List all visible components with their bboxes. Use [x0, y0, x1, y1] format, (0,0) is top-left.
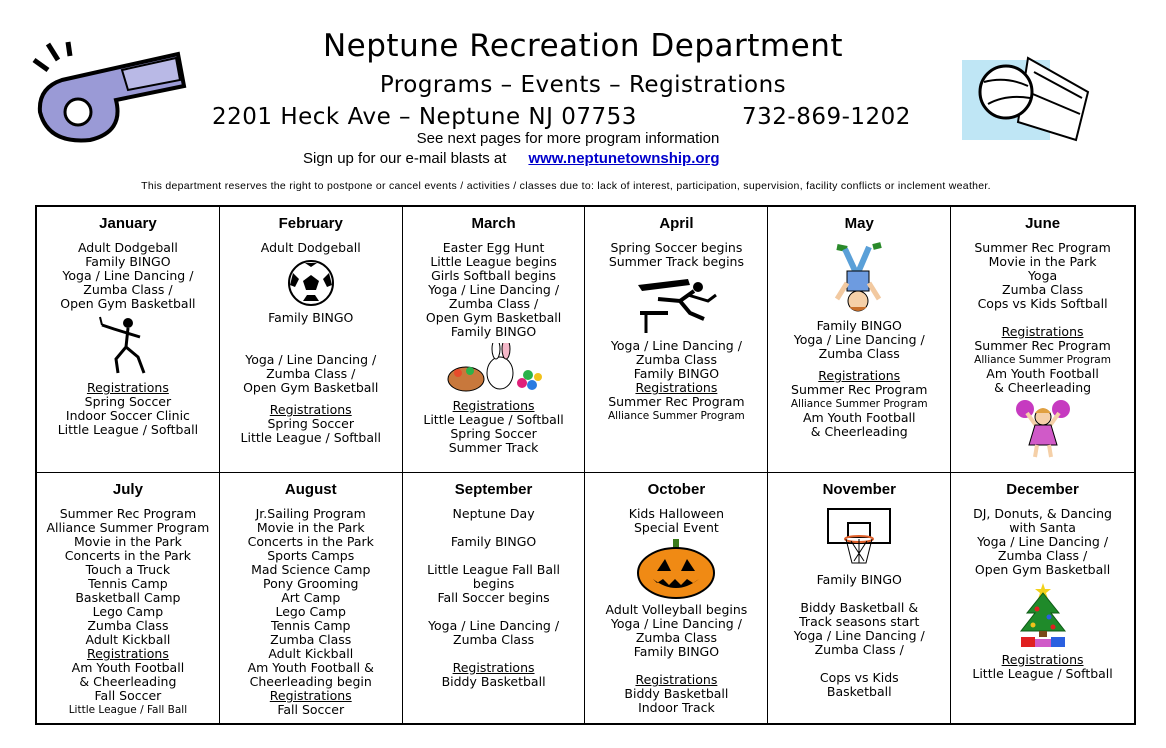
month-title: March: [471, 215, 516, 232]
baseball-player-icon: [98, 315, 158, 377]
month-september: [403, 473, 586, 723]
event-item: Lego Camp: [275, 604, 346, 619]
event-item: Open Gym Basketball: [974, 562, 1111, 577]
event-item: Basketball: [826, 684, 892, 699]
month-title: June: [1025, 215, 1061, 232]
registration-item: Alliance Summer Program: [790, 398, 928, 410]
registration-item: Spring Soccer: [267, 416, 354, 431]
registration-item: Little League / Softball: [240, 430, 381, 445]
registrations-heading: Registrations: [635, 672, 718, 687]
disclaimer: This department reserves the right to postpone or cancel events / activities / classes due to: lack of interest, participation, supervision, facility conflicts or inclement weather.: [141, 180, 991, 192]
event-item: Little League Fall Ball: [427, 562, 560, 577]
event-item: Tennis Camp: [270, 618, 351, 633]
event-item: Yoga / Line Dancing /: [428, 618, 560, 633]
event-item: Basketball Camp: [75, 590, 181, 605]
registration-item: Biddy Basketball: [441, 674, 546, 689]
event-item: Zumba Class /: [266, 366, 356, 381]
month-february: [220, 207, 403, 473]
page-title: Neptune Recreation Department: [322, 28, 844, 64]
registration-item: Summer Rec Program: [791, 382, 928, 397]
month-title: September: [454, 481, 533, 498]
event-item: Yoga / Line Dancing /: [245, 352, 377, 367]
event-item: DJ, Donuts, & Dancing: [973, 506, 1112, 521]
registration-item: Fall Soccer: [94, 688, 162, 703]
event-item: Touch a Truck: [85, 562, 171, 577]
registration-item: Fall Soccer: [277, 702, 345, 717]
signup-note: [303, 150, 720, 167]
registration-item: Biddy Basketball: [624, 686, 729, 701]
registration-item: Little League / Softball: [423, 412, 564, 427]
month-title: December: [1006, 481, 1079, 498]
event-item: Family BINGO: [633, 644, 720, 659]
registration-item: Indoor Soccer Clinic: [65, 408, 190, 423]
event-item: Movie in the Park: [256, 520, 365, 535]
event-item: Track seasons start: [799, 614, 920, 629]
event-item: Lego Camp: [92, 604, 164, 619]
phone-number: 732-869-1202: [742, 104, 911, 130]
event-item: Girls Softball begins: [431, 268, 557, 283]
event-item: Open Gym Basketball: [425, 310, 562, 325]
event-item: Family BINGO: [268, 310, 354, 325]
event-item: Jr.Sailing Program: [255, 506, 366, 521]
registrations-heading: Registrations: [635, 380, 718, 395]
event-item: Zumba Class: [270, 632, 352, 647]
registration-item: Am Youth Football: [71, 660, 185, 675]
event-item: Biddy Basketball &: [800, 600, 919, 615]
registrations-heading: Registrations: [818, 368, 901, 383]
registration-item: Alliance Summer Program: [974, 354, 1111, 366]
month-july: [37, 473, 220, 723]
event-item: Concerts in the Park: [247, 534, 374, 549]
registration-item: Alliance Summer Program: [608, 410, 745, 422]
event-item: Concerts in the Park: [64, 548, 192, 563]
month-november: [768, 473, 951, 723]
event-item: begins: [472, 576, 515, 591]
event-item: Open Gym Basketball: [243, 380, 379, 395]
signup-text: Sign up for our e-mail blasts at: [303, 150, 507, 167]
registration-item: Indoor Track: [638, 700, 715, 715]
month-january: [37, 207, 220, 473]
event-item: Adult Kickball: [85, 632, 171, 647]
header: [0, 0, 1166, 200]
more-info-note: See next pages for more program information: [416, 130, 720, 147]
cheerleader-icon: [1013, 399, 1073, 459]
event-item: Spring Soccer begins: [610, 240, 743, 255]
registration-item: Spring Soccer: [450, 426, 537, 441]
basketball-hoop-icon: [824, 507, 894, 569]
month-title: April: [659, 215, 694, 232]
event-item: Special Event: [633, 520, 719, 535]
event-item: Open Gym Basketball: [60, 296, 196, 311]
page-subtitle: Programs – Events – Registrations: [379, 72, 787, 98]
event-item: Summer Rec Program: [59, 506, 197, 521]
event-item: Family BINGO: [633, 366, 720, 381]
event-item: Sports Camps: [267, 548, 355, 563]
event-item: Zumba Class: [635, 352, 717, 367]
event-item: Yoga / Line Dancing /: [610, 338, 742, 353]
calendar-grid: [35, 205, 1136, 725]
event-item: Neptune Day: [452, 506, 535, 521]
event-item: with Santa: [1009, 520, 1076, 535]
event-item: Summer Rec Program: [974, 240, 1111, 255]
registrations-heading: Registrations: [86, 380, 169, 395]
event-item: Yoga / Line Dancing /: [793, 332, 925, 347]
event-item: Movie in the Park: [73, 534, 182, 549]
month-title: October: [647, 481, 706, 498]
month-march: [403, 207, 586, 473]
event-item: Yoga / Line Dancing /: [428, 282, 560, 297]
event-item: Kids Halloween: [628, 506, 725, 521]
event-item: Zumba Class: [1002, 282, 1084, 297]
month-may: [768, 207, 951, 473]
month-title: May: [844, 215, 874, 232]
event-item: Adult Dodgeball: [260, 240, 361, 255]
event-item: Movie in the Park: [988, 254, 1097, 269]
month-title: July: [112, 481, 143, 498]
event-item: Zumba Class: [635, 630, 717, 645]
event-item: Pony Grooming: [263, 576, 359, 591]
registration-item: Spring Soccer: [84, 394, 172, 409]
event-item: Yoga / Line Dancing /: [793, 628, 925, 643]
event-item: Zumba Class /: [814, 642, 904, 657]
event-item: Zumba Class: [818, 346, 900, 361]
registrations-heading: Registrations: [1001, 652, 1084, 667]
event-item: Art Camp: [281, 590, 341, 605]
registrations-heading: Registrations: [452, 398, 535, 413]
event-item: Tennis Camp: [88, 576, 168, 591]
registration-item: Little League / Fall Ball: [68, 704, 188, 716]
event-item: Family BINGO: [450, 534, 537, 549]
month-april: [585, 207, 768, 473]
event-item: Zumba Class /: [997, 548, 1088, 563]
event-item: Little League begins: [430, 254, 557, 269]
registration-item: & Cheerleading: [79, 674, 177, 689]
registrations-heading: Registrations: [1001, 324, 1084, 339]
cartwheel-kid-icon: [829, 241, 889, 315]
event-item: Yoga: [1027, 268, 1058, 283]
month-december: [951, 473, 1134, 723]
event-item: Zumba Class /: [448, 296, 539, 311]
event-item: Adult Dodgeball: [77, 240, 178, 255]
registrations-heading: Registrations: [86, 646, 169, 661]
event-item: Yoga / Line Dancing /: [977, 534, 1109, 549]
registration-item: & Cheerleading: [810, 424, 908, 439]
event-item: Easter Egg Hunt: [442, 240, 545, 255]
christmas-tree-icon: [1015, 581, 1071, 649]
event-item: Family BINGO: [816, 572, 902, 587]
registration-item: & Cheerleading: [994, 380, 1092, 395]
month-title: August: [284, 481, 337, 498]
registrations-heading: Registrations: [452, 660, 535, 675]
event-item: Family BINGO: [816, 318, 902, 333]
event-item: Alliance Summer Program: [46, 520, 210, 535]
event-item: Family BINGO: [450, 324, 537, 339]
registration-item: Am Youth Football: [802, 410, 916, 425]
event-item: Mad Science Camp: [251, 562, 371, 577]
event-item: Yoga / Line Dancing /: [610, 616, 742, 631]
event-item: Adult Kickball: [268, 646, 354, 661]
website-link[interactable]: www.neptunetownship.org: [528, 150, 720, 167]
month-title: February: [278, 215, 343, 232]
registrations-heading: Registrations: [269, 688, 352, 703]
registration-item: Summer Track: [448, 440, 539, 455]
registration-item: Am Youth Football: [986, 366, 1099, 381]
soccer-ball-icon: [285, 259, 337, 307]
hurdler-icon: [628, 273, 724, 335]
event-item: Cops vs Kids: [819, 670, 899, 685]
event-item: Cheerleading begin: [249, 674, 372, 689]
event-item: Zumba Class: [87, 618, 169, 633]
registration-item: Little League / Softball: [972, 666, 1113, 681]
month-june: [951, 207, 1134, 473]
event-item: Summer Track begins: [608, 254, 744, 269]
registrations-heading: Registrations: [269, 402, 352, 417]
event-item: Family BINGO: [85, 254, 171, 269]
month-october: [585, 473, 768, 723]
event-item: Cops vs Kids Softball: [977, 296, 1108, 311]
event-item: Yoga / Line Dancing /: [62, 268, 194, 283]
event-item: Zumba Class: [453, 632, 535, 647]
month-title: January: [99, 215, 157, 232]
registration-item: Summer Rec Program: [974, 338, 1111, 353]
address: 2201 Heck Ave – Neptune NJ 07753: [212, 104, 637, 130]
month-august: [220, 473, 403, 723]
registration-item: Summer Rec Program: [608, 394, 745, 409]
month-title: November: [822, 481, 896, 498]
registration-item: Little League / Softball: [57, 422, 199, 437]
easter-bunny-icon: [444, 343, 544, 395]
event-item: Zumba Class /: [83, 282, 173, 297]
event-item: Am Youth Football &: [247, 660, 374, 675]
event-item: Fall Soccer begins: [437, 590, 550, 605]
jack-o-lantern-icon: [635, 539, 717, 599]
event-item: Adult Volleyball begins: [605, 602, 748, 617]
